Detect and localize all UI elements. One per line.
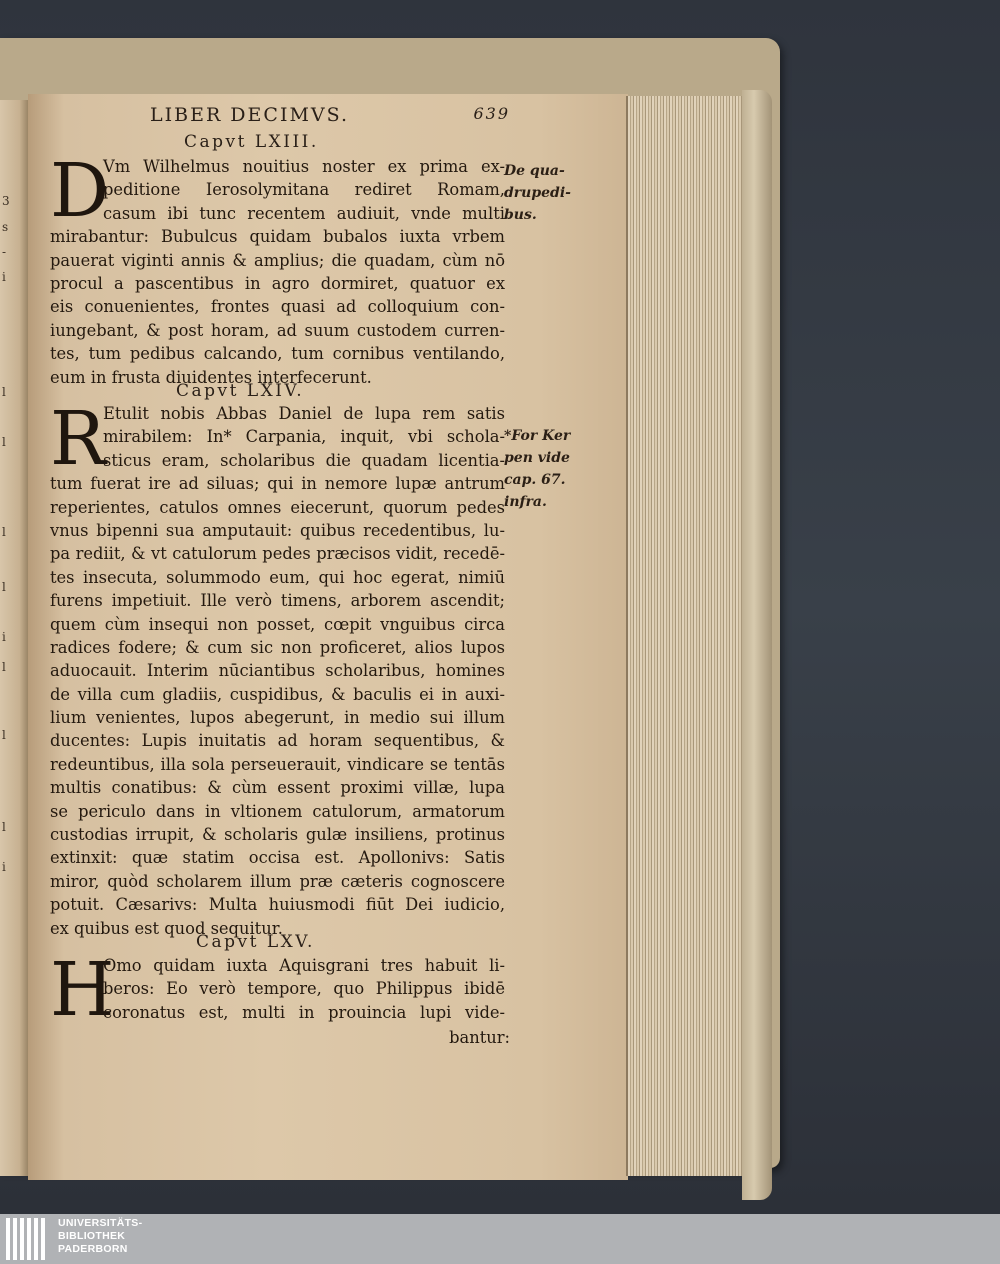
- left-margin-letter: l: [2, 525, 6, 539]
- text-line: eis conuenientes, frontes quasi ad colloquium con-: [50, 297, 505, 317]
- left-margin-letter: l: [2, 435, 6, 449]
- chapter-text: [50, 947, 505, 1033]
- library-footer: [0, 1214, 1000, 1264]
- text-line: se periculo dans in vltionem catulorum, armatorum: [50, 801, 505, 821]
- left-margin-letter: l: [2, 820, 6, 834]
- text-line: Omo quidam iuxta Aquisgrani tres habuit li-: [103, 956, 505, 975]
- text-line: tum fuerat ire ad siluas; qui in nemore lupæ antrum: [50, 474, 505, 494]
- text-line: custodias irrupit, & scholaris gulæ insiliens, protinus: [50, 825, 505, 845]
- left-margin-letter: l: [2, 728, 6, 742]
- left-page-edge: [0, 100, 28, 1176]
- marginal-note: [504, 160, 571, 226]
- left-margin-letter: s: [2, 220, 9, 234]
- chapter-text: [50, 148, 505, 389]
- chapter-heading: Capvt LXIV.: [176, 381, 305, 401]
- text-line: iungebant, & post horam, ad suum custodem curren-: [50, 320, 505, 340]
- left-margin-letter: 3: [2, 194, 10, 208]
- marginal-line: *For Ker: [504, 428, 571, 444]
- left-margin-letter: l: [2, 660, 6, 674]
- text-line: eum in frusta diuidentes interfecerunt.: [50, 367, 372, 387]
- text-line: procul a pascentibus in agro dormiret, quatuor ex: [50, 273, 505, 293]
- header-title: LIBER DECIMVS.: [150, 104, 349, 126]
- library-logo-icon: [6, 1218, 52, 1262]
- text-line: peditione Ierosolymitana rediret Romam,: [103, 180, 505, 200]
- left-margin-letter: -: [2, 245, 7, 259]
- text-line: extinxit: quæ statim occisa est. Apollonivs: Satis: [50, 848, 505, 868]
- text-line: Etulit nobis Abbas Daniel de lupa rem satis: [103, 404, 505, 423]
- library-name: [58, 1217, 142, 1256]
- library-name-line: UNIVERSITÄTS-: [58, 1217, 143, 1229]
- text-line: potuit. Cæsarivs: Multa huiusmodi fiūt Dei iudicio,: [50, 895, 505, 915]
- drop-cap: R: [50, 396, 106, 482]
- marginal-line: infra.: [504, 494, 547, 510]
- text-line: redeuntibus, illa sola perseuerauit, vindicare se tentās: [50, 754, 505, 774]
- text-line: Vm Wilhelmus nouitius noster ex prima ex-: [103, 157, 505, 176]
- left-margin-letter: i: [2, 630, 6, 644]
- drop-cap: D: [50, 148, 110, 234]
- catchword: bantur:: [449, 1028, 510, 1047]
- text-line: ducentes: Lupis inuitatis ad horam sequentibus, &: [50, 731, 505, 751]
- text-line: mirabilem: In* Carpania, inquit, vbi schola-: [103, 427, 505, 447]
- library-name-line: PADERBORN: [58, 1243, 128, 1255]
- text-line: beros: Eo verò tempore, quo Philippus ibidē: [103, 979, 505, 999]
- text-line: lium venientes, lupos abegerunt, in medio sui illum: [50, 708, 505, 728]
- running-header: [150, 104, 510, 130]
- left-margin-letter: l: [2, 385, 6, 399]
- marginal-line: pen vide: [504, 450, 570, 466]
- marginal-line: De qua-: [504, 163, 565, 179]
- page-number: 639: [473, 104, 510, 123]
- library-name-line: BIBLIOTHEK: [58, 1230, 126, 1242]
- left-margin-letter: l: [2, 580, 6, 594]
- text-line: furens impetiuit. Ille verò timens, arborem ascendit;: [50, 591, 505, 611]
- drop-cap: H: [50, 947, 115, 1033]
- text-line: vnus bipenni sua amputauit: quibus recedentibus, lu-: [50, 520, 505, 540]
- text-line: ex quibus est quod sequitur.: [50, 918, 283, 938]
- chapter-text: [50, 396, 505, 940]
- text-line: tes, tum pedibus calcando, tum cornibus ventilando,: [50, 344, 505, 364]
- text-line: casum ibi tunc recentem audiuit, vnde multi: [103, 203, 505, 223]
- marginal-line: cap. 67.: [504, 472, 566, 488]
- marginal-note: [504, 425, 570, 513]
- text-line: mirabantur: Bubulcus quidam bubalos iuxta vrbem: [50, 227, 505, 247]
- text-line: coronatus est, multi in prouincia lupi vide-: [103, 1002, 505, 1022]
- cover-edge: [742, 90, 772, 1200]
- text-line: tes insecuta, solummodo eum, qui hoc egerat, nimiū: [50, 567, 505, 587]
- text-line: sticus eram, scholaribus die quadam licentia-: [103, 450, 505, 470]
- left-margin-letter: i: [2, 860, 6, 874]
- text-line: pa rediit, & vt catulorum pedes præcisos vidit, recedē-: [50, 544, 505, 564]
- marginal-line: drupedi-: [504, 185, 571, 201]
- left-margin-letter: i: [2, 270, 6, 284]
- chapter-heading: Capvt LXV.: [196, 932, 315, 952]
- text-line: aduocauit. Interim nūciantibus scholaribus, homines: [50, 661, 505, 681]
- marginal-line: bus.: [504, 207, 537, 223]
- text-line: radices fodere; & cum sic non proficeret, alios lupos: [50, 637, 505, 657]
- page-edges: [626, 96, 746, 1176]
- text-line: quem cùm insequi non posset, cœpit vnguibus circa: [50, 614, 505, 634]
- catchword-box: [430, 1026, 510, 1049]
- text-line: pauerat viginti annis & amplius; die quadam, cùm nō: [50, 250, 505, 270]
- text-line: de villa cum gladiis, cuspidibus, & baculis ei in auxi-: [50, 684, 505, 704]
- chapter-heading: Capvt LXIII.: [184, 132, 319, 152]
- text-line: reperientes, catulos omnes eiecerunt, quorum pedes: [50, 497, 505, 517]
- text-line: multis conatibus: & cùm essent proximi villæ, lupa: [50, 778, 505, 798]
- text-line: miror, quòd scholarem illum præ cæteris cognoscere: [50, 871, 505, 891]
